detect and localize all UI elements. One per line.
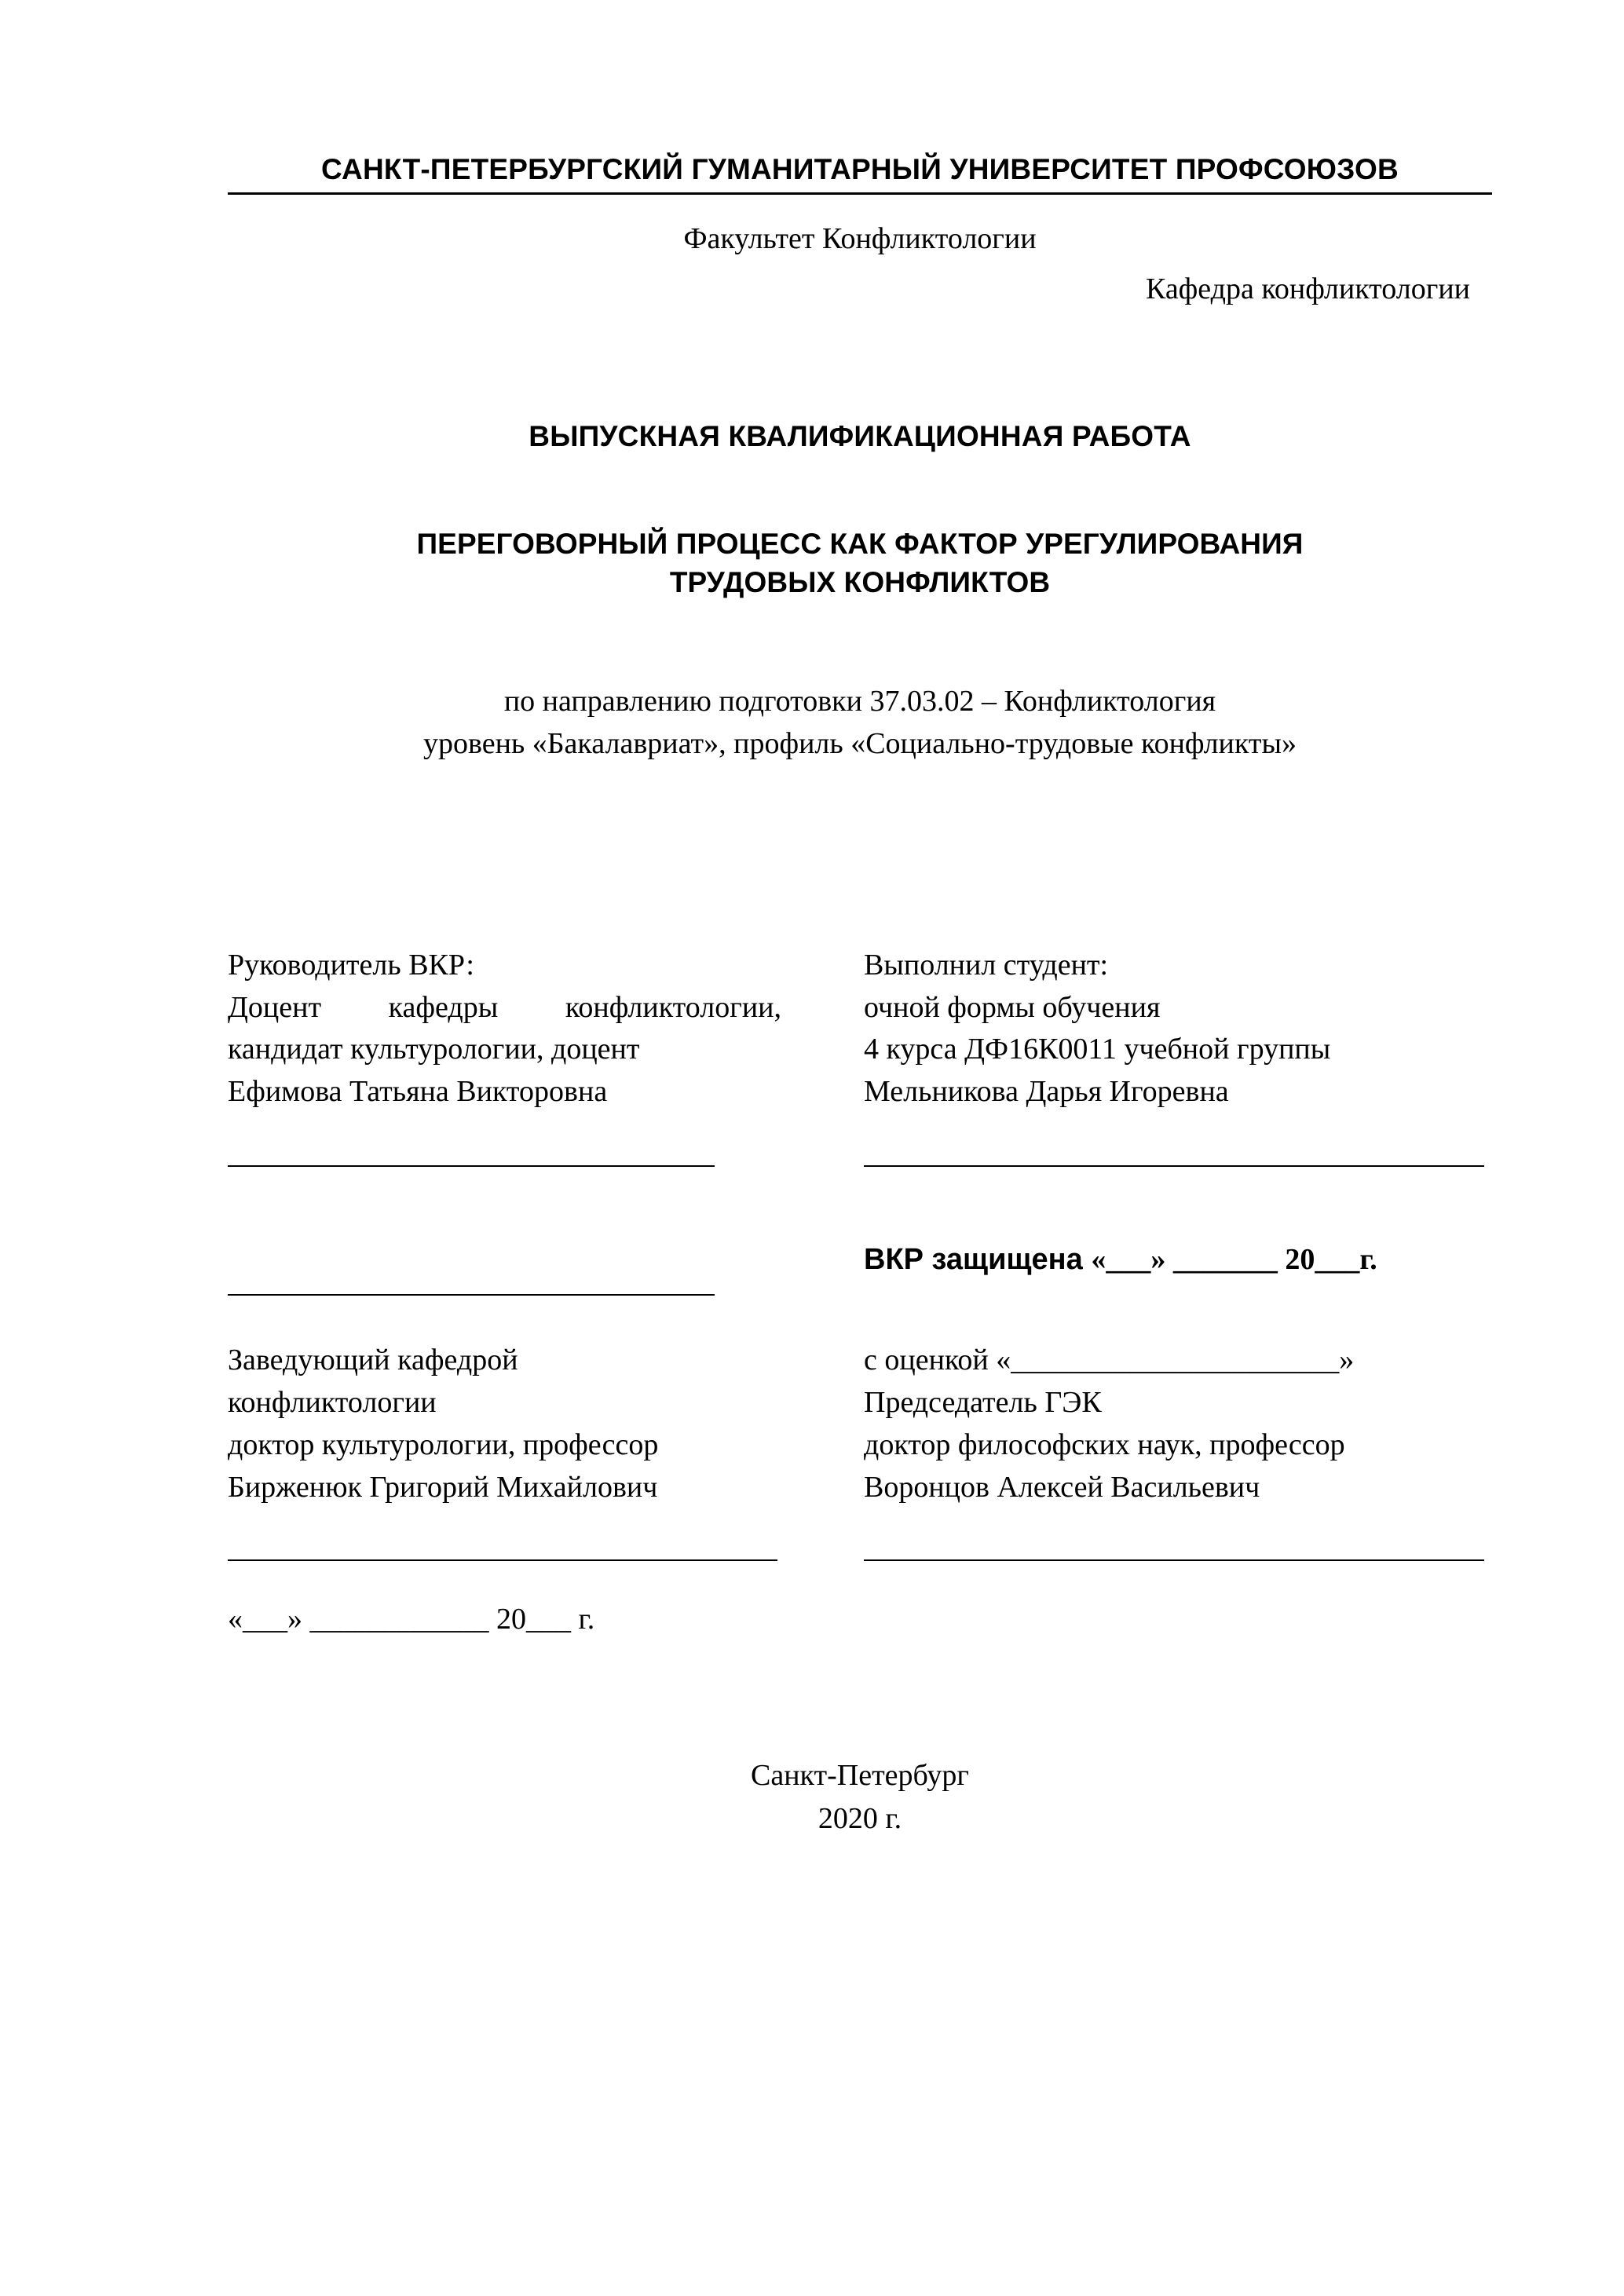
defense-blanks: «___» _______ 20___г. — [1091, 1243, 1377, 1277]
city-and-year — [228, 1754, 1492, 1841]
defense-label: ВКР защищена — [864, 1243, 1083, 1277]
student-line-2: 4 курса ДФ16К0011 учебной группы — [864, 1033, 1331, 1066]
student-line-3: Мельникова Дарья Игоревна — [864, 1075, 1229, 1109]
title-page-content — [228, 153, 1492, 1841]
grade-line: с оценкой «______________________» — [864, 1344, 1355, 1377]
signature-block-bottom — [228, 1340, 1492, 1636]
student-signature-line — [864, 1165, 1484, 1167]
direction-line-2: уровень «Бакалавриат», профиль «Социально-трудовые конфликты» — [422, 726, 1297, 760]
chairman-signature-line — [864, 1559, 1484, 1561]
year: 2020 г. — [817, 1802, 902, 1836]
head-signature-area — [228, 1242, 781, 1296]
supervisor-block — [228, 945, 781, 1168]
city-name: Санкт-Петербург — [750, 1759, 970, 1793]
defense-statement — [864, 1242, 1492, 1277]
supervisor-line-3: Ефимова Татьяна Викторовна — [228, 1075, 608, 1109]
head-of-department-block — [228, 1340, 781, 1636]
work-type-heading: ВЫПУСКНАЯ КВАЛИФИКАЦИОННАЯ РАБОТА — [529, 420, 1191, 452]
defense-row — [228, 1242, 1492, 1296]
supervisor-line-2: кандидат культурологии, доцент — [228, 1033, 640, 1066]
chairman-label: Председатель ГЭК — [864, 1386, 1102, 1420]
thesis-title-line-1: ПЕРЕГОВОРНЫЙ ПРОЦЕСС КАК ФАКТОР УРЕГУЛИРОВАНИЯ — [416, 528, 1304, 560]
head-line-2: конфликтологии — [228, 1386, 437, 1420]
head-line-1: Заведующий кафедрой — [228, 1344, 518, 1377]
department-name: Кафедра конфликтологии — [1145, 272, 1470, 305]
thesis-title-line-2: ТРУДОВЫХ КОНФЛИКТОВ — [669, 565, 1051, 598]
supervisor-line-1: Доцент кафедры конфликтологии, — [228, 990, 781, 1024]
chairman-name: Воронцов Алексей Васильевич — [864, 1471, 1260, 1504]
head-line-4: Бирженюк Григорий Михайлович — [228, 1471, 658, 1504]
signature-block-top — [228, 945, 1492, 1168]
faculty-name: Факультет Конфликтологии — [683, 222, 1037, 255]
student-block — [864, 945, 1492, 1168]
supervisor-signature-line — [228, 1165, 715, 1167]
thesis-title — [228, 525, 1492, 602]
student-line-1: очной формы обучения — [864, 990, 1161, 1024]
head-bottom-signature-line — [228, 1559, 777, 1561]
date-blank-line: «___» ____________ 20___ г. — [228, 1603, 595, 1636]
study-direction — [228, 681, 1492, 766]
chairman-degree: доктор философских наук, профессор — [864, 1428, 1345, 1462]
student-label: Выполнил студент: — [864, 948, 1109, 982]
head-signature-line — [228, 1294, 715, 1296]
supervisor-label: Руководитель ВКР: — [228, 948, 474, 982]
defense-info — [864, 1242, 1492, 1296]
direction-line-1: по направлению подготовки 37.03.02 – Конфликтология — [503, 684, 1216, 718]
chairman-block — [864, 1340, 1492, 1636]
head-line-3: доктор культурологии, профессор — [228, 1428, 659, 1462]
university-name: САНКТ-ПЕТЕРБУРГСКИЙ ГУМАНИТАРНЫЙ УНИВЕРСИТЕТ ПРОФСОЮЗОВ — [228, 153, 1492, 195]
